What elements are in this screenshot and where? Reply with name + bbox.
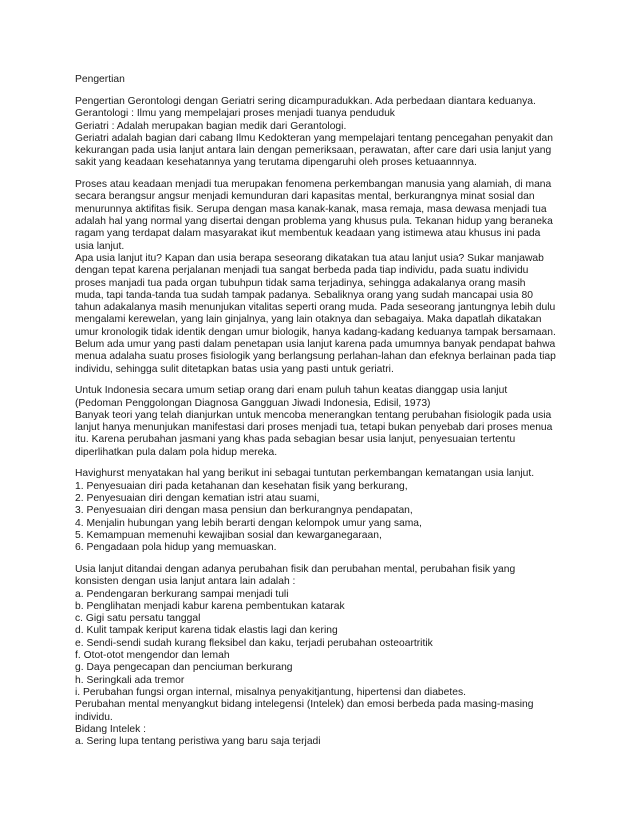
list-item: e. Sendi-sendi sudah kurang fleksibel dan kaku, terjadi perubahan osteoartritik (75, 637, 433, 649)
text-line: menurunnya aktifitas fisik. Serupa dengan masa kanak-kanak, masa remaja, masa dewasa menjadi tua (75, 203, 547, 215)
list-item: d. Kulit tampak keriput karena tidak elastis lagi dan kering (75, 625, 338, 637)
text-line: diperlihatkan pula dalam pola hidup mereka. (75, 446, 278, 458)
list-item: a. Pendengaran berkurang sampai menjadi tuli (75, 588, 289, 600)
text-line: proses manjadi tua pada organ tubuhpun tidak sama terjadinya, sehingga adakalanya orang masih (75, 277, 526, 289)
list-item: 2. Penyesuaian diri dengan kematian istri atau suami, (75, 493, 320, 505)
list-item: 3. Penyesuaian diri dengan masa pensiun dan berkurangnya pendapatan, (75, 505, 413, 517)
text-line: Usia lanjut ditandai dengan adanya perubahan fisik dan perubahan mental, perubahan fisik yang (75, 563, 516, 575)
list-item: f. Otot-otot mengendor dan lemah (75, 650, 230, 662)
text-line: Pengertian Gerontologi dengan Geriatri sering dicampuradukkan. Ada perbedaan diantara keduanya. (75, 95, 536, 107)
document-body (75, 74, 630, 748)
list-item: h. Seringkali ada tremor (75, 674, 185, 686)
list-item: i. Perubahan fungsi organ internal, misalnya penyakitjantung, hipertensi dan diabetes. (75, 686, 466, 698)
list-item: g. Daya pengecapan dan penciuman berkurang (75, 662, 293, 674)
section-label: Bidang Intelek : (75, 723, 146, 735)
text-line: Geriatri adalah bagian dari cabang Ilmu Kedokteran yang mempelajari tentang pencegahan penyakit dan (75, 132, 553, 144)
text-line: kekurangan pada usia lanjut antara lain dengan pemeriksaan, perawatan, after care dari usia lanjut yang (75, 145, 552, 157)
text-line: Perubahan mental menyangkut bidang intelegensi (Intelek) dan emosi berbeda pada masing-masing (75, 699, 534, 711)
paragraph-aging-process (75, 179, 630, 376)
text-line: Untuk Indonesia secara umum setiap orang dari enam puluh tahun keatas dianggap usia lanjut (75, 385, 508, 397)
text-line: (Pedoman Penggolongan Diagnosa Gangguan Jiwadi Indonesia, Edisil, 1973) (75, 397, 431, 409)
text-line: tahun adakalanya masih menunjukan vitalitas seperti orang muda. Pada seseorang jantungnya lebih dulu (75, 302, 556, 314)
list-item: 4. Menjalin hubungan yang lebih berarti dengan kelompok umur yang sama, (75, 517, 422, 529)
text-line: Gerantologi : Ilmu yang mempelajari proses menjadi tuanya penduduk (75, 108, 395, 120)
text-line: adalah hal yang normal yang disertai dengan problema yang khusus pula. Tekanan hidup yang beraneka (75, 216, 553, 228)
text-line: individu. (75, 711, 113, 723)
paragraph-indonesia (75, 385, 630, 459)
text-line: dengan tepat karena perjalanan menjadi tua sangat berbeda pada tiap individu, pada suatu individu (75, 265, 529, 277)
text-line: individu, sehingga sulit ditetapkan batas usia yang pasti untuk geriatri. (75, 363, 394, 375)
text-line: Geriatri : Adalah merupakan bagian medik dari Gerantologi. (75, 120, 347, 132)
text-line: Havighurst menyatakan hal yang berikut ini sebagai tuntutan perkembangan kematangan usia lanjut. (75, 468, 535, 480)
paragraph-definitions (75, 96, 630, 170)
list-item: 1. Penyesuaian diri pada ketahanan dan kesehatan fisik yang berkurang, (75, 480, 408, 492)
list-item: c. Gigi satu persatu tanggal (75, 613, 201, 625)
paragraph-physical-changes (75, 564, 630, 748)
text-line: muda, tapi tanda-tanda tua sudah tampak padanya. Sebaliknya orang yang sudah mancapai usia 80 (75, 289, 533, 301)
text-line: konsisten dengan usia lanjut antara lain adalah : (75, 576, 296, 588)
list-item: 6. Pengadaan pola hidup yang memuaskan. (75, 542, 277, 554)
text-line: menua adalaha suatu proses fisiologik yang berlangsung perlahan-lahan dan efeknya berlainan pada tiap (75, 351, 556, 363)
page-title: Pengertian (75, 74, 125, 85)
list-item: a. Sering lupa tentang peristiwa yang baru saja terjadi (75, 736, 321, 748)
text-line: Belum ada umur yang pasti dalam penetapan usia lanjut karena pada umumnya banyak pendapat bahwa (75, 339, 556, 351)
text-line: lanjut hanya menunjukan manifestasi dari proses menjadi tua, tetapi bukan penyebab dari proses menua (75, 422, 553, 434)
paragraph-havighurst (75, 468, 630, 554)
list-item: b. Penglihatan menjadi kabur karena pembentukan katarak (75, 600, 345, 612)
text-line: Proses atau keadaan menjadi tua merupakan fenomena perkembangan manusia yang alamiah, di mana (75, 179, 552, 191)
text-line: sakit yang keadaan kesehatannya yang terutama dipengaruhi oleh proses ketuaannnya. (75, 157, 477, 169)
text-line: umur kronologik tidak identik dengan umur biologik, hanya kadang-kadang keduanya tampak bersamaan. (75, 326, 556, 338)
text-line: itu. Karena perubahan jasmani yang khas pada sebagian besar usia lanjut, penyesuaian tertentu (75, 434, 516, 446)
text-line: Banyak teori yang telah dianjurkan untuk mencoba menerangkan tentang perubahan fisiologik pada usia (75, 409, 552, 421)
text-line: secara berangsur angsur menjadi kemunduran dari kapasitas mental, berkurangnya minat sosial dan (75, 191, 535, 203)
text-line: mengalami kerewelan, yang lain ginjalnya, yang lain otaknya dan sebagaiya. Maka dapatlah dikatakan (75, 314, 542, 326)
text-line: Apa usia lanjut itu? Kapan dan usia berapa seseorang dikatakan tua atau lanjut usia? Sukar manjawab (75, 252, 544, 264)
text-line: ragam yang terdapat dalam masyarakat ikut membentuk keadaan yang istimewa atau khusus ini pada (75, 228, 541, 240)
list-item: 5. Kemampuan memenuhi kewajiban sosial dan kewarganegaraan, (75, 529, 382, 541)
text-line: usia lanjut. (75, 240, 125, 252)
